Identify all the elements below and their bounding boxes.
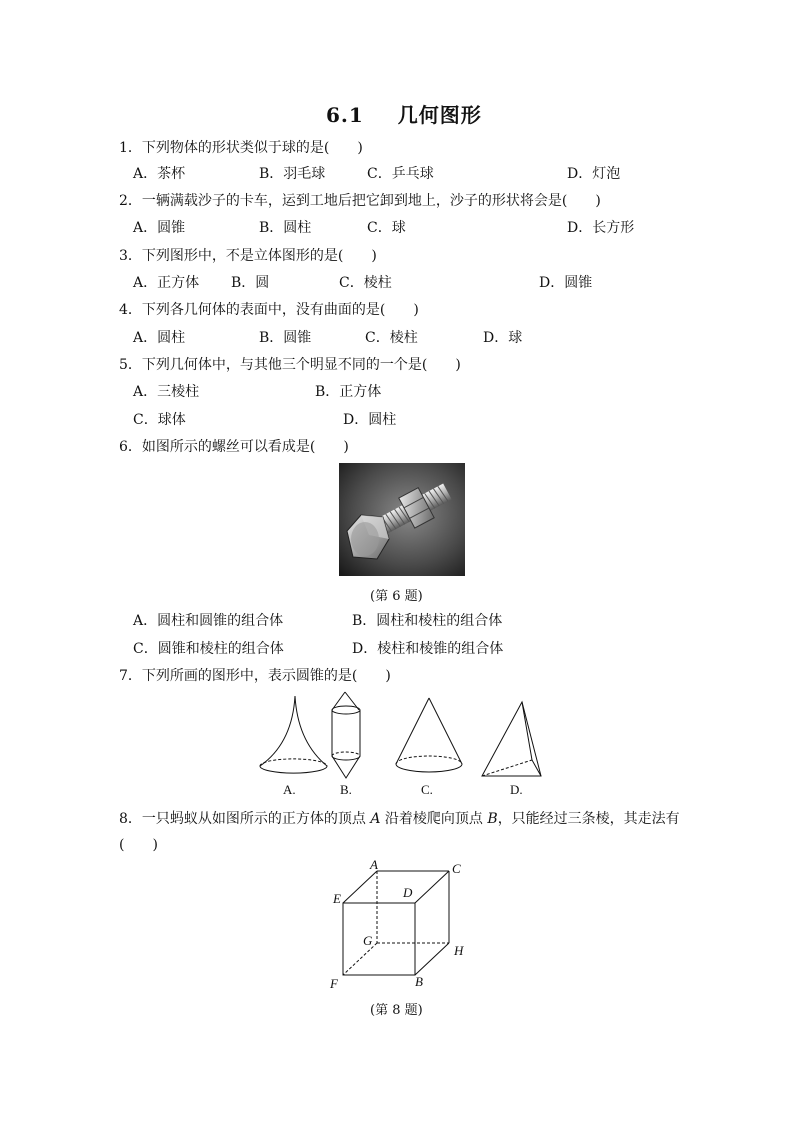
q3-option-a: A．正方体 [133,275,200,291]
figure-6-caption: (第 6 题) [370,589,423,604]
q5-option-d: D．圆柱 [343,412,397,428]
bolt-photo [339,463,465,576]
question-6-stem: 6．如图所示的螺丝可以看成是( ) [119,439,349,455]
shape-b-cylinder-with-cones [332,692,360,778]
question-5-stem: 5．下列几何体中，与其他三个明显不同的一个是( ) [119,357,461,373]
question-8-answer-bracket: ( ) [119,837,158,853]
q4-option-a: A．圆柱 [133,330,186,346]
q5-option-a: A．三棱柱 [133,384,200,400]
q1-option-b: B．羽毛球 [259,166,326,182]
vertex-f-label: F [330,976,338,991]
page-title [326,99,482,128]
q2-option-c: C．球 [367,220,406,236]
figure-8-caption: (第 8 题) [370,1003,423,1018]
vertex-h-label: H [454,943,464,958]
vertex-d-label: D [403,885,413,900]
q3-option-b: B．圆 [231,275,270,291]
q6-option-c: C．圆锥和棱柱的组合体 [133,641,284,657]
q3-option-c: C．棱柱 [339,275,392,291]
question-7-stem: 7．下列所画的图形中，表示圆锥的是( ) [119,668,391,684]
q1-option-d: D．灯泡 [567,166,621,182]
shape-a-curved-cone [260,696,327,773]
shape-c-cone [396,698,462,772]
q1-option-a: A．茶杯 [133,166,186,182]
vertex-b-ref: B [487,811,498,827]
question-8-stem: 8．一只蚂蚁从如图所示的正方体的顶点 A 沿着棱爬向顶点 B，只能经过三条棱，其走法有 [119,811,680,827]
shape-d-label: D. [510,782,523,797]
q4-option-c: C．棱柱 [365,330,418,346]
vertex-e-label: E [333,891,341,906]
q2-option-a: A．圆锥 [133,220,186,236]
q4-option-d: D．球 [483,330,523,346]
q1-option-c: C．乒乓球 [367,166,434,182]
q4-option-b: B．圆锥 [259,330,312,346]
shape-d-pyramid [482,702,541,776]
q6-option-a: A．圆柱和圆锥的组合体 [133,613,284,629]
question-3-stem: 3．下列图形中，不是立体图形的是( ) [119,248,377,264]
vertex-g-label: G [363,933,373,948]
vertex-b-label: B [415,974,423,989]
question-4-stem: 4．下列各几何体的表面中，没有曲面的是( ) [119,302,419,318]
question-2-stem: 2．一辆满载沙子的卡车，运到工地后把它卸到地上，沙子的形状将会是( ) [119,193,601,209]
shape-a-label: A. [283,782,296,797]
q6-option-d: D．棱柱和棱锥的组合体 [352,641,504,657]
solids-figure [250,690,560,788]
title-number: 6.1 [326,103,364,127]
vertex-a-ref: A [370,811,381,827]
shape-c-label: C. [421,782,433,797]
q5-option-c: C．球体 [133,412,186,428]
shape-b-label: B. [340,782,352,797]
title-text: 几何图形 [397,103,482,127]
q2-option-b: B．圆柱 [259,220,312,236]
q6-option-b: B．圆柱和棱柱的组合体 [352,613,503,629]
question-1-stem: 1．下列物体的形状类似于球的是( ) [119,140,363,156]
q2-option-d: D．长方形 [567,220,635,236]
vertex-c-label: C [452,861,461,876]
q5-option-b: B．正方体 [315,384,382,400]
vertex-a-label: A [370,857,378,872]
q3-option-d: D．圆锥 [539,275,593,291]
